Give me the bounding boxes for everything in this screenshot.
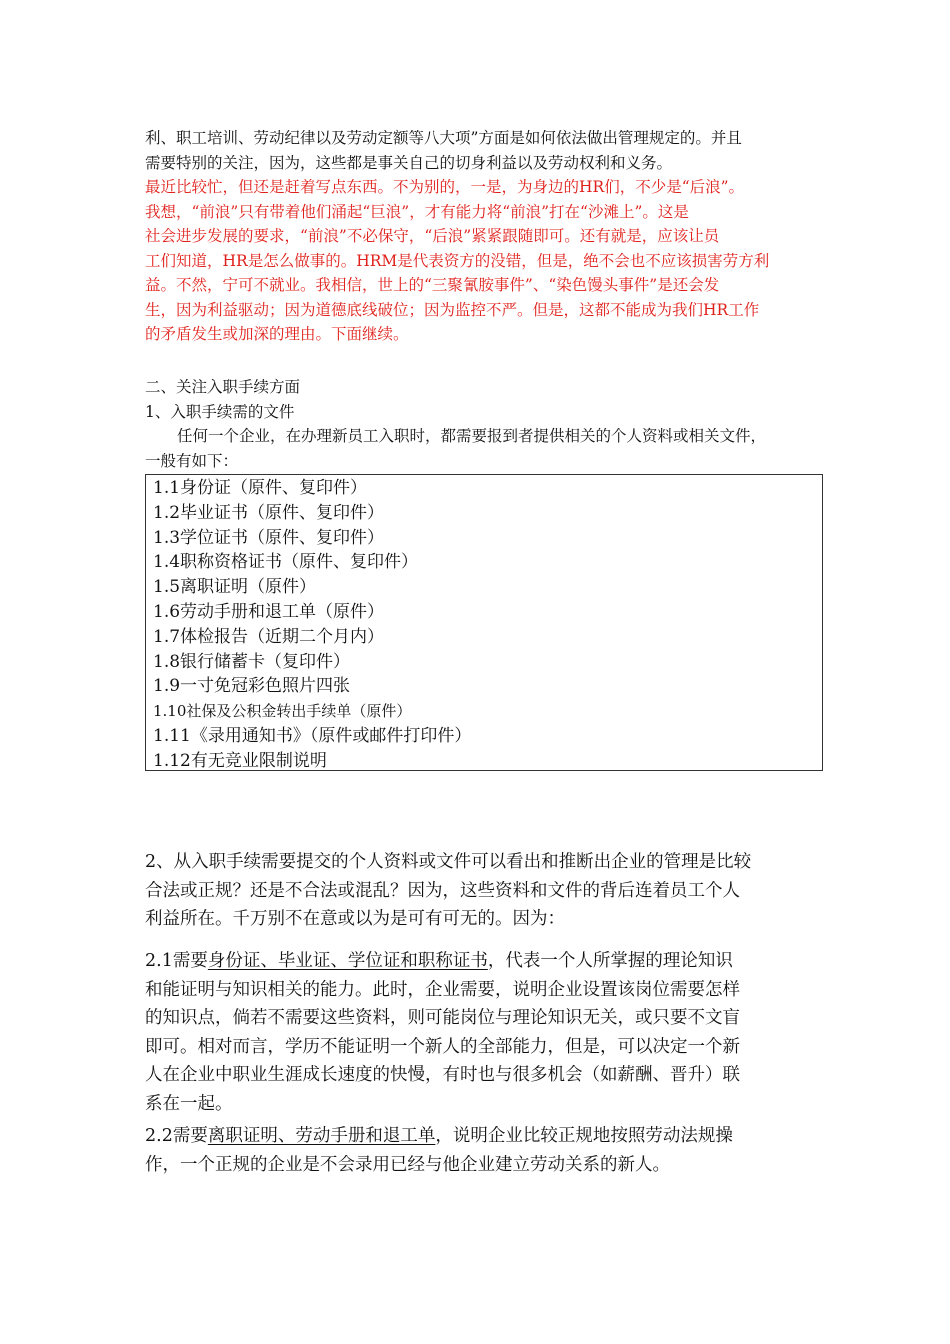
list-item: 1.11《录用通知书》（原件或邮件打印件） bbox=[153, 725, 472, 746]
list-item: 1.8银行储蓄卡（复印件） bbox=[153, 651, 351, 672]
text-line: 人在企业中职业生涯成长速度的快慢，有时也与很多机会（如薪酬、晋升）联 bbox=[145, 1065, 740, 1085]
list-item: 1.7体检报告（近期二个月内） bbox=[153, 626, 385, 647]
note-line: 的矛盾发生或加深的理由。下面继续。 bbox=[145, 325, 409, 343]
text-line: 一般有如下： bbox=[145, 451, 239, 470]
paragraph-suffix: ，代表一个人所掌握的理论知识 bbox=[487, 951, 733, 971]
text-line: 和能证明与知识相关的能力。此时，企业需要，说明企业设置该岗位需要怎样 bbox=[145, 979, 740, 1000]
text-line: 任何一个企业，在办理新员工入职时，都需要报到者提供相关的个人资料或相关文件， bbox=[177, 427, 767, 445]
author-note bbox=[145, 175, 813, 347]
text-line: 2、从入职手续需要提交的个人资料或文件可以看出和推断出企业的管理是比较 bbox=[145, 852, 752, 872]
note-line: 我想，“前浪”只有带着他们涌起“巨浪”，才有能力将“前浪”打在“沙滩上”。这是 bbox=[145, 202, 689, 221]
paragraph-2-2 bbox=[145, 1122, 813, 1179]
note-line: 益。不然，宁可不就业。我相信，世上的“三聚氰胺事件”、“染色馒头事件”是还会发 bbox=[145, 276, 720, 294]
text-line: 利益所在。千万别不在意或以为是可有可无的。因为： bbox=[145, 909, 565, 929]
subsection-heading: 1、入职手续需的文件 bbox=[145, 402, 295, 421]
list-item: 1.9一寸免冠彩色照片四张 bbox=[153, 676, 351, 697]
text-line: 即可。相对而言，学历不能证明一个新人的全部能力，但是，可以决定一个新 bbox=[145, 1036, 740, 1057]
list-item: 1.2毕业证书（原件、复印件） bbox=[153, 502, 385, 523]
underlined-documents: 身份证、毕业证、学位证和职称证书 bbox=[207, 951, 488, 971]
note-line: 社会进步发展的要求，“前浪”不必保守，“后浪”紧紧跟随即可。还有就是，应该让员 bbox=[145, 227, 720, 245]
text-line: 系在一起。 bbox=[145, 1093, 233, 1114]
text-line: 作，一个正规的企业是不会录用已经与他企业建立劳动关系的新人。 bbox=[145, 1154, 670, 1175]
section-onboarding bbox=[145, 375, 813, 473]
list-item: 1.10社保及公积金转出手续单（原件） bbox=[153, 702, 412, 721]
list-item: 1.5离职证明（原件） bbox=[153, 577, 317, 598]
section-heading: 二、关注入职手续方面 bbox=[145, 378, 301, 396]
list-item: 1.1身份证（原件、复印件） bbox=[153, 478, 368, 498]
text-line: 利、职工培训、劳动纪律以及劳动定额等八大项”方面是如何依法做出管理规定的。并且 bbox=[145, 129, 742, 147]
paragraph-prefix: 2.2需要 bbox=[145, 1126, 208, 1146]
analysis-intro bbox=[145, 848, 813, 934]
text-line: 合法或正规？还是不合法或混乱？因为，这些资料和文件的背后连着员工个人 bbox=[145, 880, 740, 901]
list-item: 1.12有无竞业限制说明 bbox=[153, 750, 327, 771]
documents-list-box bbox=[145, 474, 823, 771]
text-line bbox=[145, 947, 813, 976]
text-line bbox=[145, 1122, 813, 1151]
list-item: 1.4职称资格证书（原件、复印件） bbox=[153, 552, 419, 573]
list-item: 1.6劳动手册和退工单（原件） bbox=[153, 601, 385, 622]
list-item: 1.3学位证书（原件、复印件） bbox=[153, 527, 385, 548]
underlined-documents: 离职证明、劳动手册和退工单 bbox=[207, 1126, 436, 1146]
paragraph-2-1 bbox=[145, 947, 813, 1118]
note-line: 最近比较忙，但还是赶着写点东西。不为别的，一是，为身边的HR们，不少是“后浪”。 bbox=[145, 178, 745, 196]
intro-paragraph bbox=[145, 126, 813, 175]
text-line: 的知识点，倘若不需要这些资料，则可能岗位与理论知识无关，或只要不文盲 bbox=[145, 1008, 740, 1028]
paragraph-prefix: 2.1需要 bbox=[145, 951, 208, 971]
note-line: 工们知道，HR是怎么做事的。HRM是代表资方的没错，但是，绝不会也不应该损害劳方利 bbox=[145, 251, 770, 270]
text-line: 需要特别的关注，因为，这些都是事关自己的切身利益以及劳动权利和义务。 bbox=[145, 153, 673, 172]
paragraph-suffix: ，说明企业比较正规地按照劳动法规操 bbox=[435, 1126, 733, 1146]
note-line: 生，因为利益驱动；因为道德底线破位；因为监控不严。但是，这都不能成为我们HR工作 bbox=[145, 300, 760, 319]
